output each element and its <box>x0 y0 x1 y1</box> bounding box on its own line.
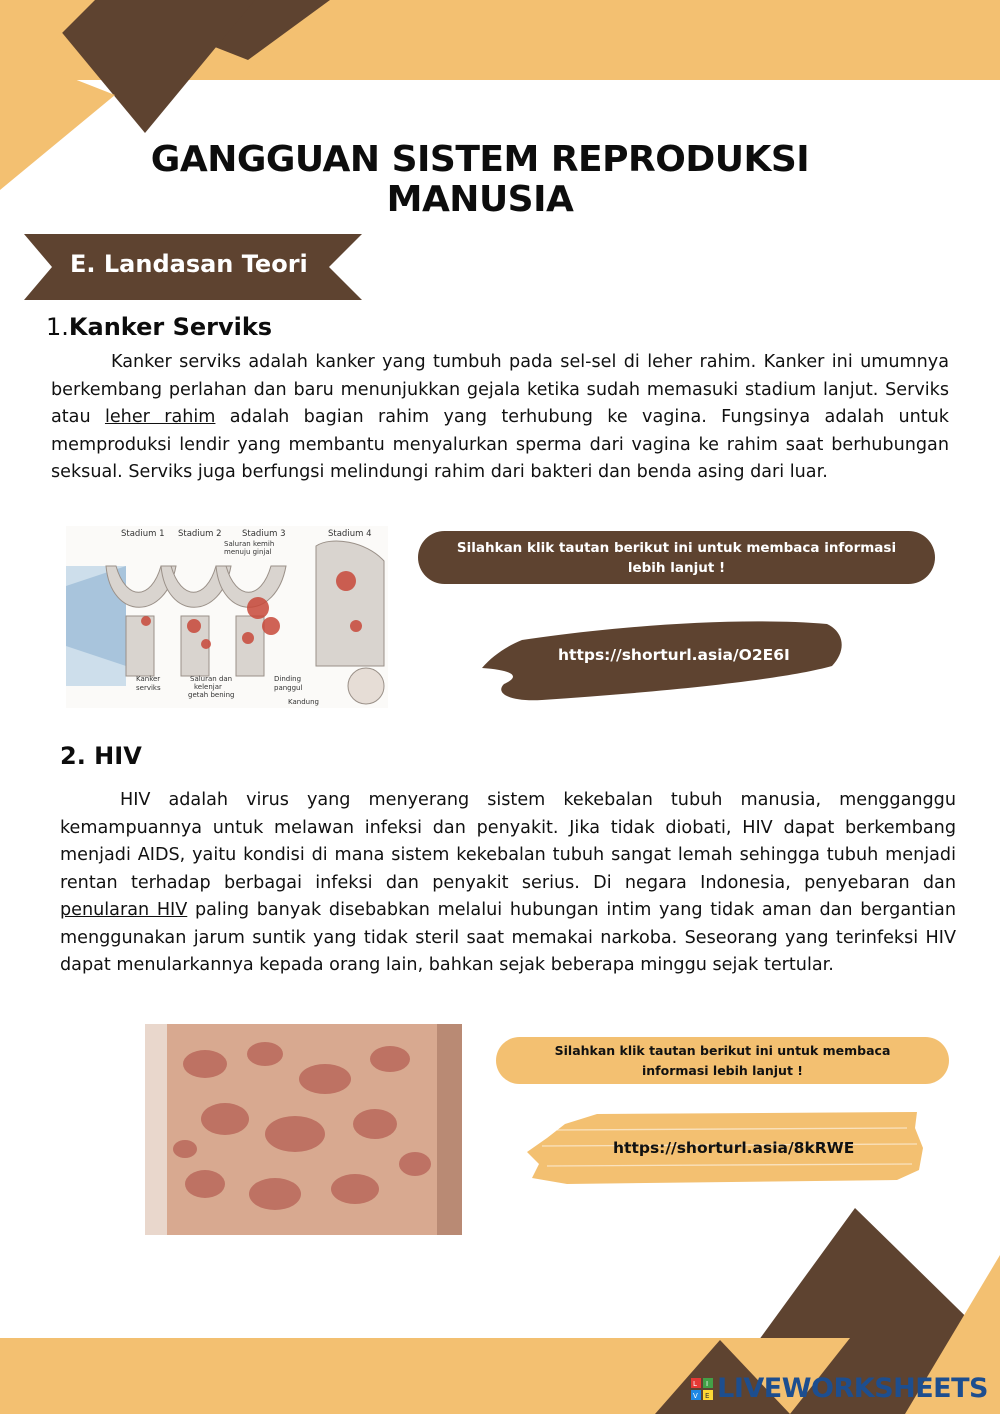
topic2-heading: 2. HIV <box>60 742 142 770</box>
label-dinding-1: Dinding <box>274 675 302 683</box>
topic1-text-1: Kanker serviks adalah kanker yang tumbuh pada sel-sel di leher rahim. Kanker ini umumnya berkembang perlahan dan baru menunjukkan gejala ketika sudah memasuki stadium lanjut. Serviks atau <box>51 352 949 427</box>
penularan-hiv-link[interactable]: penularan HIV <box>60 900 188 920</box>
topic2-text-2: paling banyak disebabkan melalui hubungan intim yang tidak aman dan bergantian menggunakan jarum suntik yang tidak steril saat memakai narkoba. Seseorang yang terinfeksi HIV dapat menularkannya kepada orang lain, bahkan sejak beberapa minggu sejak tertular. <box>60 900 956 975</box>
section-banner <box>24 234 364 300</box>
label-kandung: Kandung <box>288 698 319 706</box>
section-label: E. Landasan Teori <box>70 250 308 278</box>
topic1-number: 1. <box>46 313 69 341</box>
logo-letter-v: V <box>693 1391 698 1400</box>
liveworksheets-brand: LIVEWORKSHEETS <box>717 1373 988 1404</box>
hiv-rash-photo <box>145 1024 462 1235</box>
label-dinding-2: panggul <box>274 684 303 692</box>
label-stadium-4: Stadium 4 <box>328 529 372 539</box>
liveworksheets-logo-icon <box>691 1378 713 1400</box>
label-saluran-2: kelenjar <box>194 683 222 691</box>
label-kanker-1: Kanker <box>136 675 161 683</box>
topic2-info-prompt: Silahkan klik tautan berikut ini untuk membaca informasi lebih lanjut ! <box>496 1037 949 1084</box>
topic1-text-2: adalah bagian rahim yang terhubung ke vagina. Fungsinya adalah untuk memproduksi lendir yang membantu menyalurkan sperma dari vagina ke rahim saat berhubungan seksual. Serviks juga berfungsi melindungi rahim dari bakteri dan benda asing dari luar. <box>51 407 949 482</box>
topic1-link[interactable]: https://shorturl.asia/O2E6I <box>558 646 790 664</box>
cervix-diagram-icon <box>66 526 388 708</box>
label-saluran-kemih-1: Saluran kemih <box>224 540 275 548</box>
label-kanker-2: serviks <box>136 684 161 692</box>
label-saluran-3: getah bening <box>188 691 235 699</box>
label-stadium-3: Stadium 3 <box>242 529 286 539</box>
liveworksheets-watermark <box>691 1373 988 1404</box>
topic1-title: Kanker Serviks <box>68 313 273 341</box>
topic2-paragraph <box>60 787 956 980</box>
logo-letter-e: E <box>705 1391 710 1400</box>
label-saluran-1: Saluran dan <box>190 675 233 683</box>
label-saluran-kemih-2: menuju ginjal <box>224 548 272 556</box>
logo-letter-i: I <box>706 1379 709 1388</box>
topic2-link[interactable]: https://shorturl.asia/8kRWE <box>613 1139 855 1157</box>
label-stadium-1: Stadium 1 <box>121 529 165 539</box>
topic1-info-prompt: Silahkan klik tautan berikut ini untuk membaca informasi lebih lanjut ! <box>418 531 935 584</box>
label-stadium-2: Stadium 2 <box>178 529 222 539</box>
page-title: GANGGUAN SISTEM REPRODUKSI MANUSIA <box>150 139 810 220</box>
skin-rash-image-icon <box>145 1024 462 1235</box>
cervical-cancer-stages-figure <box>66 526 388 708</box>
topic2-text-1: HIV adalah virus yang menyerang sistem kekebalan tubuh manusia, mengganggu kemampuannya untuk melawan infeksi dan penyakit. Jika tidak diobati, HIV dapat berkembang menjadi AIDS, yaitu kondisi di mana sistem kekebalan tubuh sangat lemah sehingga tubuh menjadi rentan terhadap berbagai infeksi dan penyakit serius. Di negara Indonesia, penyebaran dan <box>60 790 956 893</box>
leher-rahim-link[interactable]: leher rahim <box>104 407 216 427</box>
logo-letter-l: L <box>693 1379 698 1388</box>
topic1-paragraph <box>51 349 949 487</box>
topic1-heading <box>46 313 272 341</box>
